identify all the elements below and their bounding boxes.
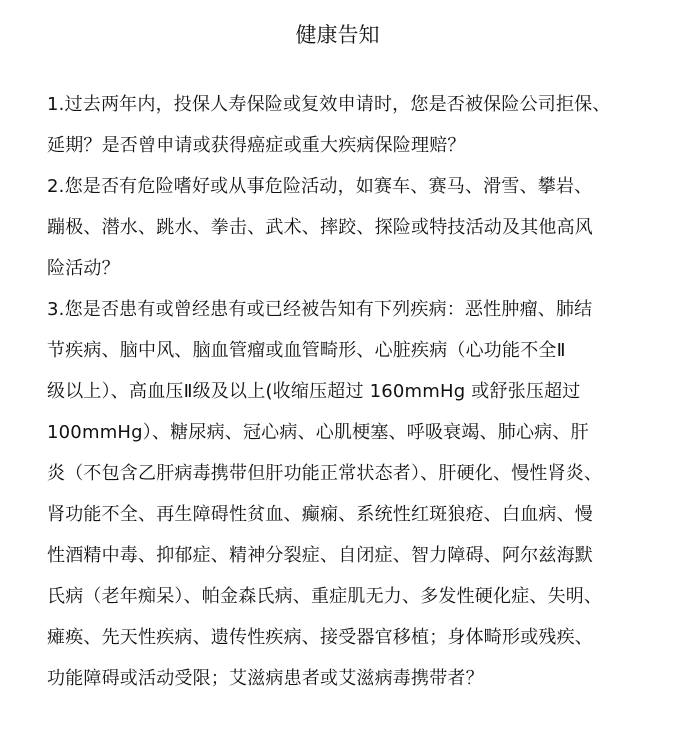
question-3-line-9: 瘫痪、先天性疾病、遗传性疾病、接受器官移植；身体畸形或残疾、 — [47, 627, 593, 648]
question-3-line-10: 功能障碍或活动受限；艾滋病患者或艾滋病毒携带者？ — [47, 668, 484, 689]
question-3-line-4: 100mmHg）、糖尿病、冠心病、心肌梗塞、呼吸衰竭、肺心病、肝 — [47, 422, 589, 443]
question-1-line-1: 1.过去两年内，投保人寿保险或复效申请时，您是否被保险公司拒保、 — [47, 94, 611, 115]
question-3-line-3: 级以上）、高血压Ⅱ级及以上(收缩压超过 160mmHg 或舒张压超过 — [47, 381, 581, 402]
question-2-line-2: 蹦极、潜水、跳水、拳击、武术、摔跤、探险或特技活动及其他高风 — [47, 217, 593, 238]
health-questions — [47, 84, 633, 699]
question-3-line-2: 节疾病、脑中风、脑血管瘤或血管畸形、心脏疾病（心功能不全Ⅱ — [47, 340, 566, 361]
document-title: 健康告知 — [295, 23, 380, 47]
question-3-line-8: 氏病（老年痴呆）、帕金森氏病、重症肌无力、多发性硬化症、失明、 — [47, 586, 603, 607]
question-2-line-1: 2.您是否有危险嗜好或从事危险活动，如赛车、赛马、滑雪、攀岩、 — [47, 176, 593, 197]
question-1-line-2: 延期？是否曾申请或获得癌症或重大疾病保险理赔？ — [47, 135, 466, 156]
question-3-line-7: 性酒精中毒、抑郁症、精神分裂症、自闭症、智力障碍、阿尔兹海默 — [47, 545, 593, 566]
question-3-line-5: 炎（不包含乙肝病毒携带但肝功能正常状态者）、肝硬化、慢性肾炎、 — [47, 463, 603, 484]
question-2-line-3: 险活动？ — [47, 258, 120, 279]
question-3-line-6: 肾功能不全、再生障碍性贫血、癫痫、系统性红斑狼疮、白血病、慢 — [47, 504, 593, 525]
question-3-line-1: 3.您是否患有或曾经患有或已经被告知有下列疾病：恶性肿瘤、肺结 — [47, 299, 593, 320]
